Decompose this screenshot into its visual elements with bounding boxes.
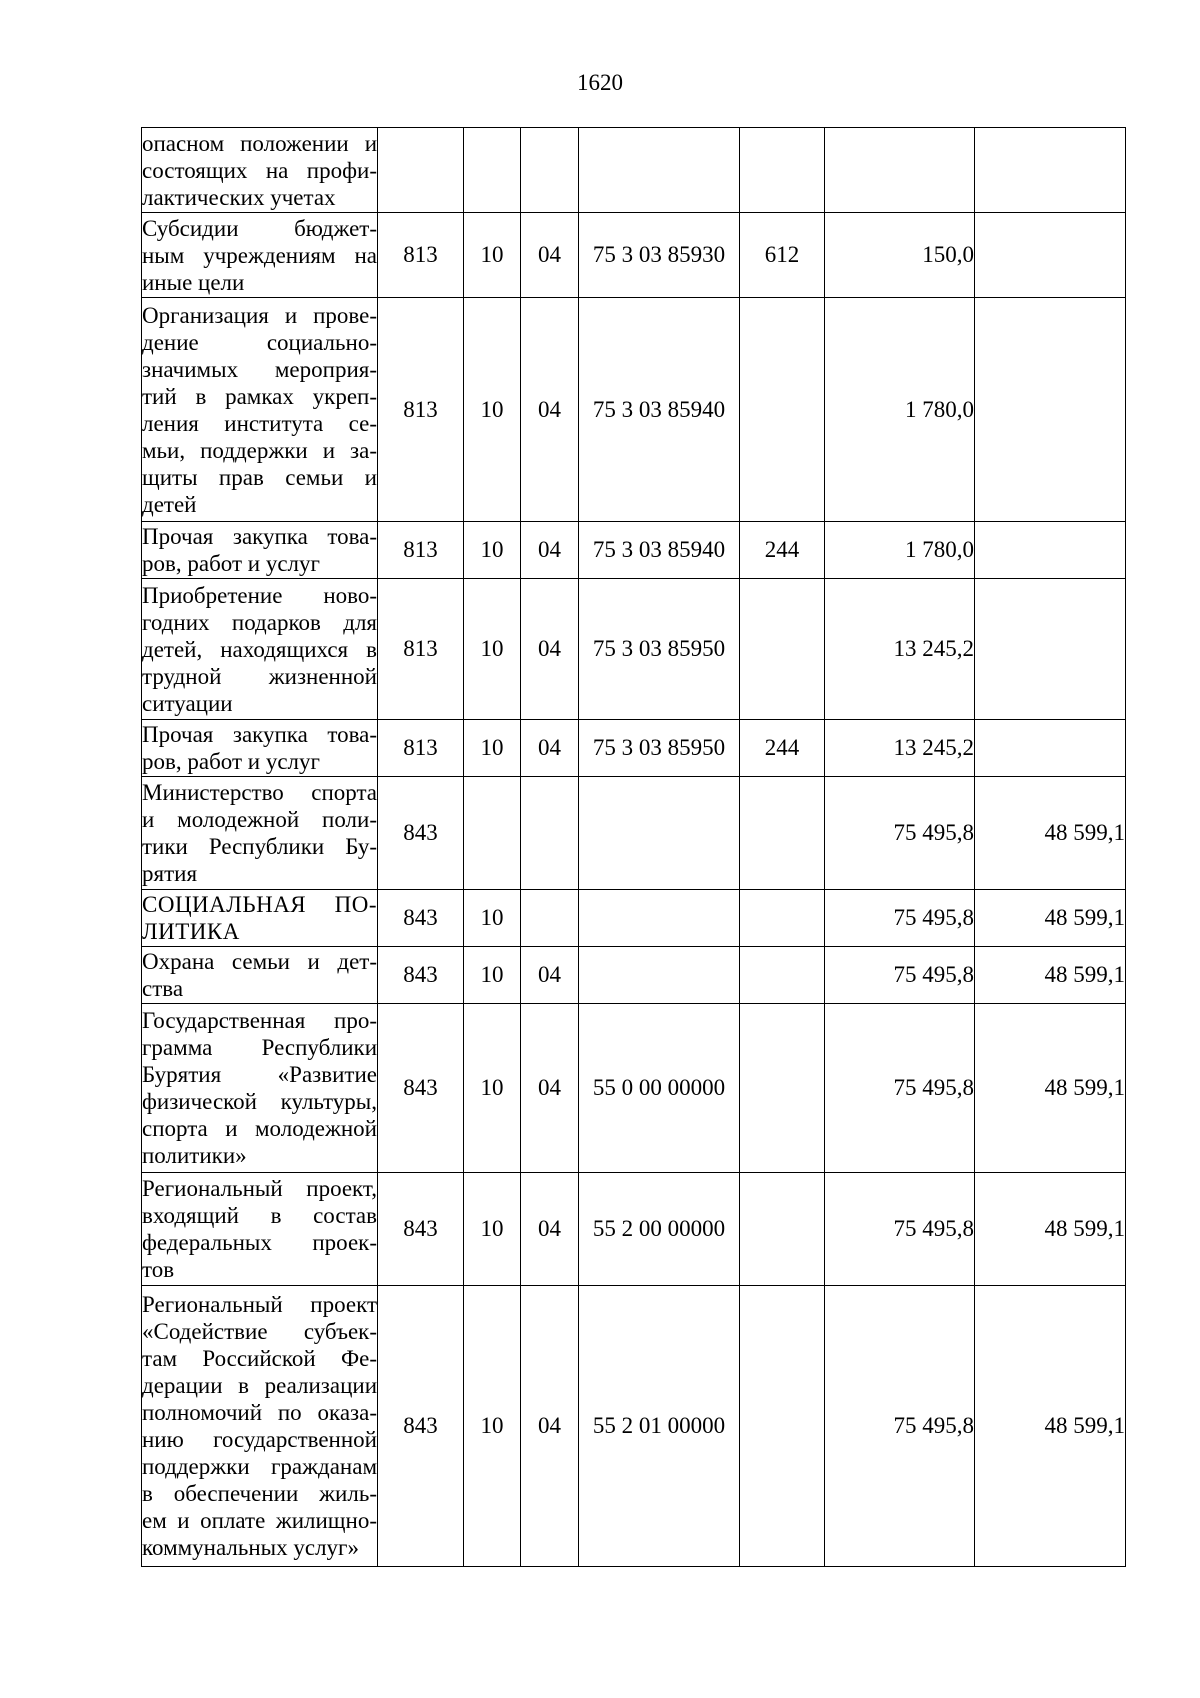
cell-ved: 813 bbox=[378, 522, 464, 579]
cell-pr: 04 bbox=[521, 213, 579, 298]
description-line: состоящих на профи- bbox=[142, 157, 377, 183]
cell-rz: 10 bbox=[464, 1173, 521, 1286]
cell-vr bbox=[740, 947, 825, 1004]
cell-description bbox=[142, 947, 378, 1004]
table-row bbox=[142, 128, 1126, 213]
cell-ved: 813 bbox=[378, 213, 464, 298]
cell-vr: 244 bbox=[740, 522, 825, 579]
cell-csr bbox=[579, 947, 740, 1004]
cell-sum1: 75 495,8 bbox=[825, 1286, 975, 1567]
cell-csr: 55 0 00 00000 bbox=[579, 1004, 740, 1173]
description-line: Государственная про- bbox=[142, 1008, 377, 1033]
table-body bbox=[142, 128, 1126, 1567]
cell-ved bbox=[378, 128, 464, 213]
cell-sum2: 48 599,1 bbox=[975, 1173, 1126, 1286]
cell-vr bbox=[740, 1286, 825, 1567]
cell-sum2 bbox=[975, 522, 1126, 579]
budget-table bbox=[141, 127, 1126, 1567]
description-line: детей, находящихся в bbox=[142, 636, 377, 662]
cell-description bbox=[142, 777, 378, 890]
description-line: и молодежной поли- bbox=[142, 807, 377, 832]
cell-description bbox=[142, 298, 378, 522]
cell-csr: 55 2 00 00000 bbox=[579, 1173, 740, 1286]
description-line: тий в рамках укреп- bbox=[142, 383, 377, 409]
description-line: грамма Республики bbox=[142, 1035, 377, 1060]
description-line: дение социально- bbox=[142, 329, 377, 355]
cell-csr: 75 3 03 85940 bbox=[579, 522, 740, 579]
cell-csr bbox=[579, 890, 740, 947]
cell-sum1: 75 495,8 bbox=[825, 890, 975, 947]
cell-pr bbox=[521, 128, 579, 213]
cell-ved: 813 bbox=[378, 579, 464, 720]
cell-description bbox=[142, 890, 378, 947]
cell-pr bbox=[521, 777, 579, 890]
cell-rz: 10 bbox=[464, 1004, 521, 1173]
description-line: Приобретение ново- bbox=[142, 582, 377, 608]
description-line: ЛИТИКА bbox=[142, 919, 240, 944]
cell-sum2: 48 599,1 bbox=[975, 947, 1126, 1004]
description-line: лактических учетах bbox=[142, 184, 336, 210]
description-line: мьи, поддержки и за- bbox=[142, 437, 377, 463]
description-line: Региональный проект, bbox=[142, 1176, 377, 1201]
cell-ved: 813 bbox=[378, 298, 464, 522]
cell-sum2: 48 599,1 bbox=[975, 1286, 1126, 1567]
cell-ved: 843 bbox=[378, 777, 464, 890]
cell-sum2: 48 599,1 bbox=[975, 1004, 1126, 1173]
cell-rz: 10 bbox=[464, 1286, 521, 1567]
cell-description bbox=[142, 213, 378, 298]
cell-vr bbox=[740, 890, 825, 947]
description-line: федеральных проек- bbox=[142, 1230, 377, 1255]
table-row bbox=[142, 1004, 1126, 1173]
cell-vr bbox=[740, 1004, 825, 1173]
cell-rz bbox=[464, 777, 521, 890]
cell-sum1: 150,0 bbox=[825, 213, 975, 298]
description-line: физической культуры, bbox=[142, 1089, 377, 1114]
page-number: 1620 bbox=[577, 70, 623, 95]
description-line: Охрана семьи и дет- bbox=[142, 949, 377, 974]
description-line: СОЦИАЛЬНАЯ ПО- bbox=[142, 892, 377, 917]
cell-csr: 75 3 03 85930 bbox=[579, 213, 740, 298]
cell-rz: 10 bbox=[464, 579, 521, 720]
description-line: ем и оплате жилищно- bbox=[142, 1508, 377, 1533]
table-row bbox=[142, 522, 1126, 579]
description-line: годних подарков для bbox=[142, 609, 377, 635]
description-line: «Содействие субъек- bbox=[142, 1319, 377, 1344]
cell-pr: 04 bbox=[521, 522, 579, 579]
cell-rz: 10 bbox=[464, 720, 521, 777]
description-line: Прочая закупка това- bbox=[142, 524, 377, 549]
description-line: рятия bbox=[142, 861, 198, 886]
cell-sum1: 1 780,0 bbox=[825, 298, 975, 522]
description-line: значимых мероприя- bbox=[142, 356, 377, 382]
cell-sum2: 48 599,1 bbox=[975, 777, 1126, 890]
cell-pr: 04 bbox=[521, 1173, 579, 1286]
table-row bbox=[142, 298, 1126, 522]
cell-vr: 612 bbox=[740, 213, 825, 298]
description-line: ситуации bbox=[142, 690, 233, 716]
cell-ved: 843 bbox=[378, 1004, 464, 1173]
cell-description bbox=[142, 128, 378, 213]
table-row bbox=[142, 213, 1126, 298]
cell-vr bbox=[740, 777, 825, 890]
description-line: тики Республики Бу- bbox=[142, 834, 377, 859]
description-line: Региональный проект bbox=[142, 1292, 377, 1317]
cell-pr: 04 bbox=[521, 579, 579, 720]
description-line: поддержки гражданам bbox=[142, 1454, 377, 1479]
cell-rz: 10 bbox=[464, 213, 521, 298]
table-row bbox=[142, 579, 1126, 720]
cell-vr bbox=[740, 579, 825, 720]
description-line: Организация и прове- bbox=[142, 302, 377, 328]
description-line: ства bbox=[142, 976, 184, 1001]
cell-ved: 813 bbox=[378, 720, 464, 777]
description-line: ления института се- bbox=[142, 410, 377, 436]
cell-sum1: 13 245,2 bbox=[825, 720, 975, 777]
cell-description bbox=[142, 522, 378, 579]
cell-sum2 bbox=[975, 128, 1126, 213]
cell-description bbox=[142, 1004, 378, 1173]
table-row bbox=[142, 777, 1126, 890]
description-line: Субсидии бюджет- bbox=[142, 215, 377, 241]
cell-rz: 10 bbox=[464, 298, 521, 522]
cell-rz bbox=[464, 128, 521, 213]
cell-csr: 75 3 03 85950 bbox=[579, 720, 740, 777]
cell-sum2 bbox=[975, 579, 1126, 720]
description-line: щиты прав семьи и bbox=[142, 464, 377, 490]
cell-pr: 04 bbox=[521, 1004, 579, 1173]
cell-sum1: 75 495,8 bbox=[825, 1004, 975, 1173]
cell-vr bbox=[740, 1173, 825, 1286]
table-row bbox=[142, 947, 1126, 1004]
description-line: иные цели bbox=[142, 269, 245, 295]
description-line: спорта и молодежной bbox=[142, 1116, 377, 1141]
cell-pr bbox=[521, 890, 579, 947]
description-line: Бурятия «Развитие bbox=[142, 1062, 377, 1087]
description-line: коммунальных услуг» bbox=[142, 1535, 359, 1560]
cell-description bbox=[142, 579, 378, 720]
cell-csr: 55 2 01 00000 bbox=[579, 1286, 740, 1567]
cell-pr: 04 bbox=[521, 947, 579, 1004]
cell-sum1: 1 780,0 bbox=[825, 522, 975, 579]
description-line: детей bbox=[142, 491, 197, 517]
cell-pr: 04 bbox=[521, 720, 579, 777]
cell-csr bbox=[579, 777, 740, 890]
description-line: опасном положении и bbox=[142, 130, 377, 156]
description-line: ным учреждениям на bbox=[142, 242, 377, 268]
cell-rz: 10 bbox=[464, 890, 521, 947]
cell-ved: 843 bbox=[378, 1286, 464, 1567]
table-row bbox=[142, 890, 1126, 947]
cell-sum2 bbox=[975, 298, 1126, 522]
description-line: там Российской Фе- bbox=[142, 1346, 377, 1371]
description-line: полномочий по оказа- bbox=[142, 1400, 377, 1425]
description-line: Министерство спорта bbox=[142, 780, 377, 805]
cell-csr: 75 3 03 85950 bbox=[579, 579, 740, 720]
cell-pr: 04 bbox=[521, 298, 579, 522]
table-row bbox=[142, 720, 1126, 777]
cell-description bbox=[142, 720, 378, 777]
cell-vr bbox=[740, 128, 825, 213]
cell-rz: 10 bbox=[464, 522, 521, 579]
cell-sum1: 13 245,2 bbox=[825, 579, 975, 720]
cell-rz: 10 bbox=[464, 947, 521, 1004]
cell-sum2 bbox=[975, 213, 1126, 298]
cell-description bbox=[142, 1173, 378, 1286]
cell-vr bbox=[740, 298, 825, 522]
cell-ved: 843 bbox=[378, 947, 464, 1004]
cell-sum1: 75 495,8 bbox=[825, 1173, 975, 1286]
description-line: ров, работ и услуг bbox=[142, 749, 320, 774]
cell-sum1: 75 495,8 bbox=[825, 777, 975, 890]
description-line: в обеспечении жиль- bbox=[142, 1481, 377, 1506]
description-line: дерации в реализации bbox=[142, 1373, 377, 1398]
cell-sum1: 75 495,8 bbox=[825, 947, 975, 1004]
description-line: тов bbox=[142, 1257, 175, 1282]
table-row bbox=[142, 1173, 1126, 1286]
cell-sum2: 48 599,1 bbox=[975, 890, 1126, 947]
description-line: нию государственной bbox=[142, 1427, 377, 1452]
cell-vr: 244 bbox=[740, 720, 825, 777]
description-line: политики» bbox=[142, 1143, 247, 1168]
cell-csr bbox=[579, 128, 740, 213]
table-row bbox=[142, 1286, 1126, 1567]
description-line: трудной жизненной bbox=[142, 663, 377, 689]
cell-ved: 843 bbox=[378, 890, 464, 947]
description-line: Прочая закупка това- bbox=[142, 722, 377, 747]
cell-ved: 843 bbox=[378, 1173, 464, 1286]
description-line: входящий в состав bbox=[142, 1203, 377, 1228]
cell-description bbox=[142, 1286, 378, 1567]
cell-csr: 75 3 03 85940 bbox=[579, 298, 740, 522]
description-line: ров, работ и услуг bbox=[142, 551, 320, 576]
cell-pr: 04 bbox=[521, 1286, 579, 1567]
cell-sum1 bbox=[825, 128, 975, 213]
cell-sum2 bbox=[975, 720, 1126, 777]
